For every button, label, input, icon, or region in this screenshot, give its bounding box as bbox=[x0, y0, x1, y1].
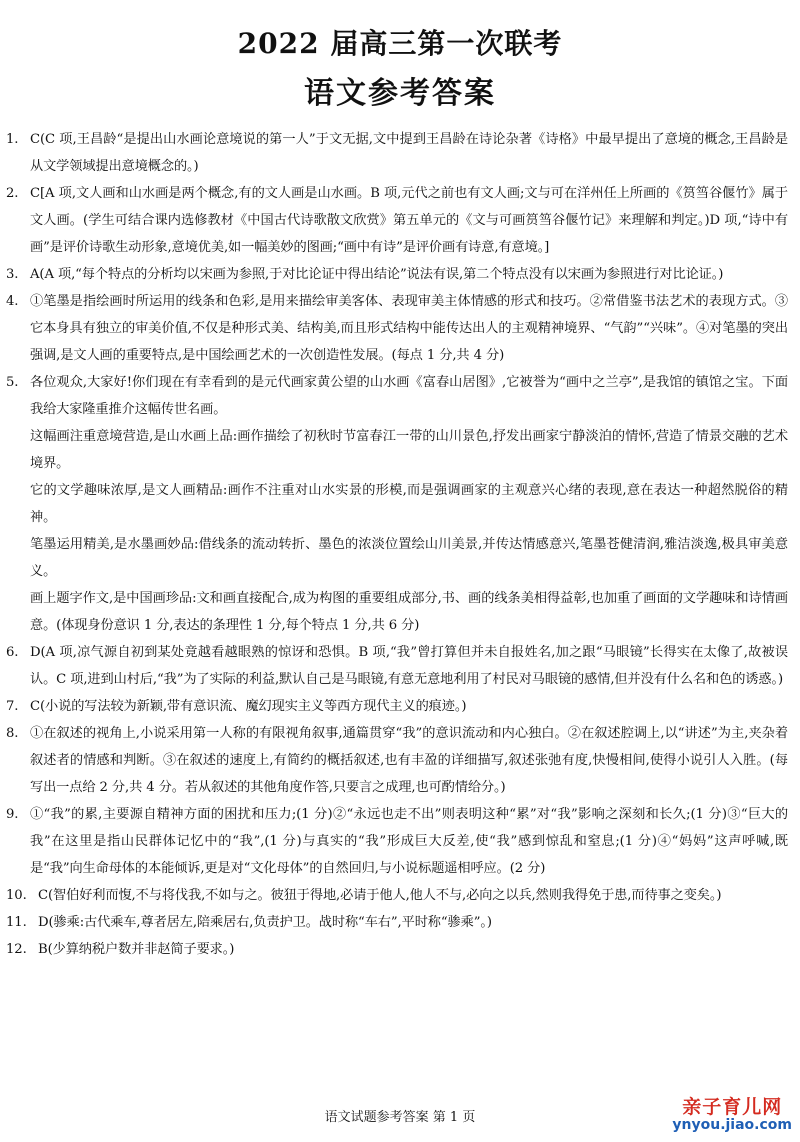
item-text: ①笔墨是指绘画时所运用的线条和色彩,是用来描绘审美客体、表现审美主体情感的形式和技巧。②常借鉴书法艺术的表现方式。③它本身具有独立的审美价值,不仅是种形式美、结构美,而且形式结构中能传达出人的主观精神境界、“气韵”“兴味”。④对笔墨的突出强调,是文人画的重要特点,是中国绘画艺术的一次创造性发展。(每点 1 分,共 4 分) bbox=[30, 294, 788, 363]
answer-key-subtitle: 语文参考答案 bbox=[304, 76, 496, 111]
item-number: 12. bbox=[6, 942, 27, 957]
watermark-url: ynyou.jiao.com bbox=[672, 1116, 792, 1133]
item-number: 11. bbox=[6, 915, 27, 930]
answer-item-6 bbox=[6, 639, 788, 693]
item-text: C[A 项,文人画和山水画是两个概念,有的文人画是山水画。B 项,元代之前也有文人画;文与可在洋州任上所画的《筼筜谷偃竹》属于文人画。(学生可结合课内选修教材《中国古代诗歌散文欣赏》第五单元的《文与可画筼筜谷偃竹记》来理解和判定。)D 项,“诗中有画”是评价诗歌生动形象,意境优美,如一幅美妙的图画;“画中有诗”是评价画有诗意,有意境。] bbox=[30, 186, 788, 255]
watermark-title: 亲子育儿网 bbox=[682, 1096, 783, 1118]
item-number: 10. bbox=[6, 888, 27, 903]
item-number: 6. bbox=[6, 645, 19, 660]
item-number: 5. bbox=[6, 375, 19, 390]
item-text: B(少算纳税户数并非赵简子要求。) bbox=[38, 942, 235, 957]
item-text: D(骖乘:古代乘车,尊者居左,陪乘居右,负责护卫。战时称“车右”,平时称“骖乘”。) bbox=[38, 915, 492, 930]
answer-item-5 bbox=[6, 369, 788, 423]
item-number: 3. bbox=[6, 267, 19, 282]
answer-item-9 bbox=[6, 801, 788, 882]
exam-title: 2022 届高三第一次联考 bbox=[237, 27, 563, 60]
answer-list bbox=[6, 126, 788, 963]
item-text: D(A 项,凉气源自初到某处竟越看越眼熟的惊讶和恐惧。B 项,“我”曾打算但并未自报姓名,加之跟“马眼镜”长得实在太像了,故被误认。C 项,进到山村后,“我”为了实际的利益,默认自己是马眼镜,有意无意地利用了村民对马眼镜的感情,但并没有什么名和色的诱惑。) bbox=[30, 645, 788, 687]
item-text: C(小说的写法较为新颖,带有意识流、魔幻现实主义等西方现代主义的痕迹。) bbox=[30, 699, 467, 714]
item-text: ①在叙述的视角上,小说采用第一人称的有限视角叙事,通篇贯穿“我”的意识流动和内心独白。②在叙述腔调上,以“讲述”为主,夹杂着叙述者的情感和判断。③在叙述的速度上,有简约的概括叙述,也有丰盈的详细描写,叙述张弛有度,快慢相间,使得小说引人入胜。(每写出一点给 2 分,共 4 分。若从叙述的其他角度作答,只要言之成理,也可酌情给分。) bbox=[30, 726, 788, 795]
answer-item-2 bbox=[6, 180, 788, 261]
item-text: ①“我”的累,主要源自精神方面的困扰和压力;(1 分)②“永远也走不出”则表明这种“累”对“我”影响之深刻和长久;(1 分)③“巨大的我”在这里是指山民群体记忆中的“我”,(1 分)与真实的“我”形成巨大反差,使“我”感到惊乱和窒息;(1 分)④“妈妈”这声呼喊,既是“我”向生命母体的本能倾诉,更是对“文化母体”的自然回归,与小说标题遥相呼应。(2 分) bbox=[30, 807, 788, 876]
item-text: C(C 项,王昌龄“是提出山水画论意境说的第一人”于文无据,文中提到王昌龄在诗论杂著《诗格》中最早提出了意境的概念,王昌龄是从文学领域提出意境概念的。) bbox=[30, 132, 788, 174]
item5-paragraph: 它的文学趣味浓厚,是文人画精品:画作不注重对山水实景的形模,而是强调画家的主观意兴心绪的表现,意在表达一种超然脱俗的精神。 bbox=[30, 483, 788, 525]
item-number: 9. bbox=[6, 807, 19, 822]
item-number: 4. bbox=[6, 294, 19, 309]
item-number: 2. bbox=[6, 186, 19, 201]
answer-item-1 bbox=[6, 126, 788, 180]
answer-item-7 bbox=[6, 693, 788, 720]
site-watermark bbox=[672, 1098, 792, 1133]
answer-item-11 bbox=[6, 909, 788, 936]
answer-item-12 bbox=[6, 936, 788, 963]
item-number: 1. bbox=[6, 132, 19, 147]
item5-paragraph: 这幅画注重意境营造,是山水画上品:画作描绘了初秋时节富春江一带的山川景色,抒发出画家宁静淡泊的情怀,营造了情景交融的艺术境界。 bbox=[30, 429, 788, 471]
item-text: A(A 项,“每个特点的分析均以宋画为参照,于对比论证中得出结论”说法有误,第二个特点没有以宋画为参照进行对比论证。) bbox=[30, 267, 724, 282]
item-number: 8. bbox=[6, 726, 19, 741]
item5-paragraph: 画上题字作文,是中国画珍品:文和画直接配合,成为构图的重要组成部分,书、画的线条美相得益彰,也加重了画面的文学趣味和诗情画意。(体现身份意识 1 分,表达的条理性 1 分,每个特点 1 分,共 6 分) bbox=[30, 591, 788, 633]
answer-item-3 bbox=[6, 261, 788, 288]
item-text: 各位观众,大家好!你们现在有幸看到的是元代画家黄公望的山水画《富春山居图》,它被誉为“画中之兰亭”,是我馆的镇馆之宝。下面我给大家隆重推介这幅传世名画。 bbox=[30, 375, 788, 417]
answer-item-10 bbox=[6, 882, 788, 909]
item5-paragraph: 笔墨运用精美,是水墨画妙品:借线条的流动转折、墨色的浓淡位置绘山川美景,并传达情感意兴,笔墨苍健清润,雅洁淡逸,极具审美意义。 bbox=[30, 537, 788, 579]
answer-item-8 bbox=[6, 720, 788, 801]
answer-item-4 bbox=[6, 288, 788, 369]
page-footer: 语文试题参考答案 第 1 页 bbox=[324, 1110, 476, 1125]
item-text: C(智伯好利而愎,不与将伐我,不如与之。彼狃于得地,必请于他人,他人不与,必向之以兵,然则我得免于患,而待事之变矣。) bbox=[38, 888, 722, 903]
item-number: 7. bbox=[6, 699, 19, 714]
